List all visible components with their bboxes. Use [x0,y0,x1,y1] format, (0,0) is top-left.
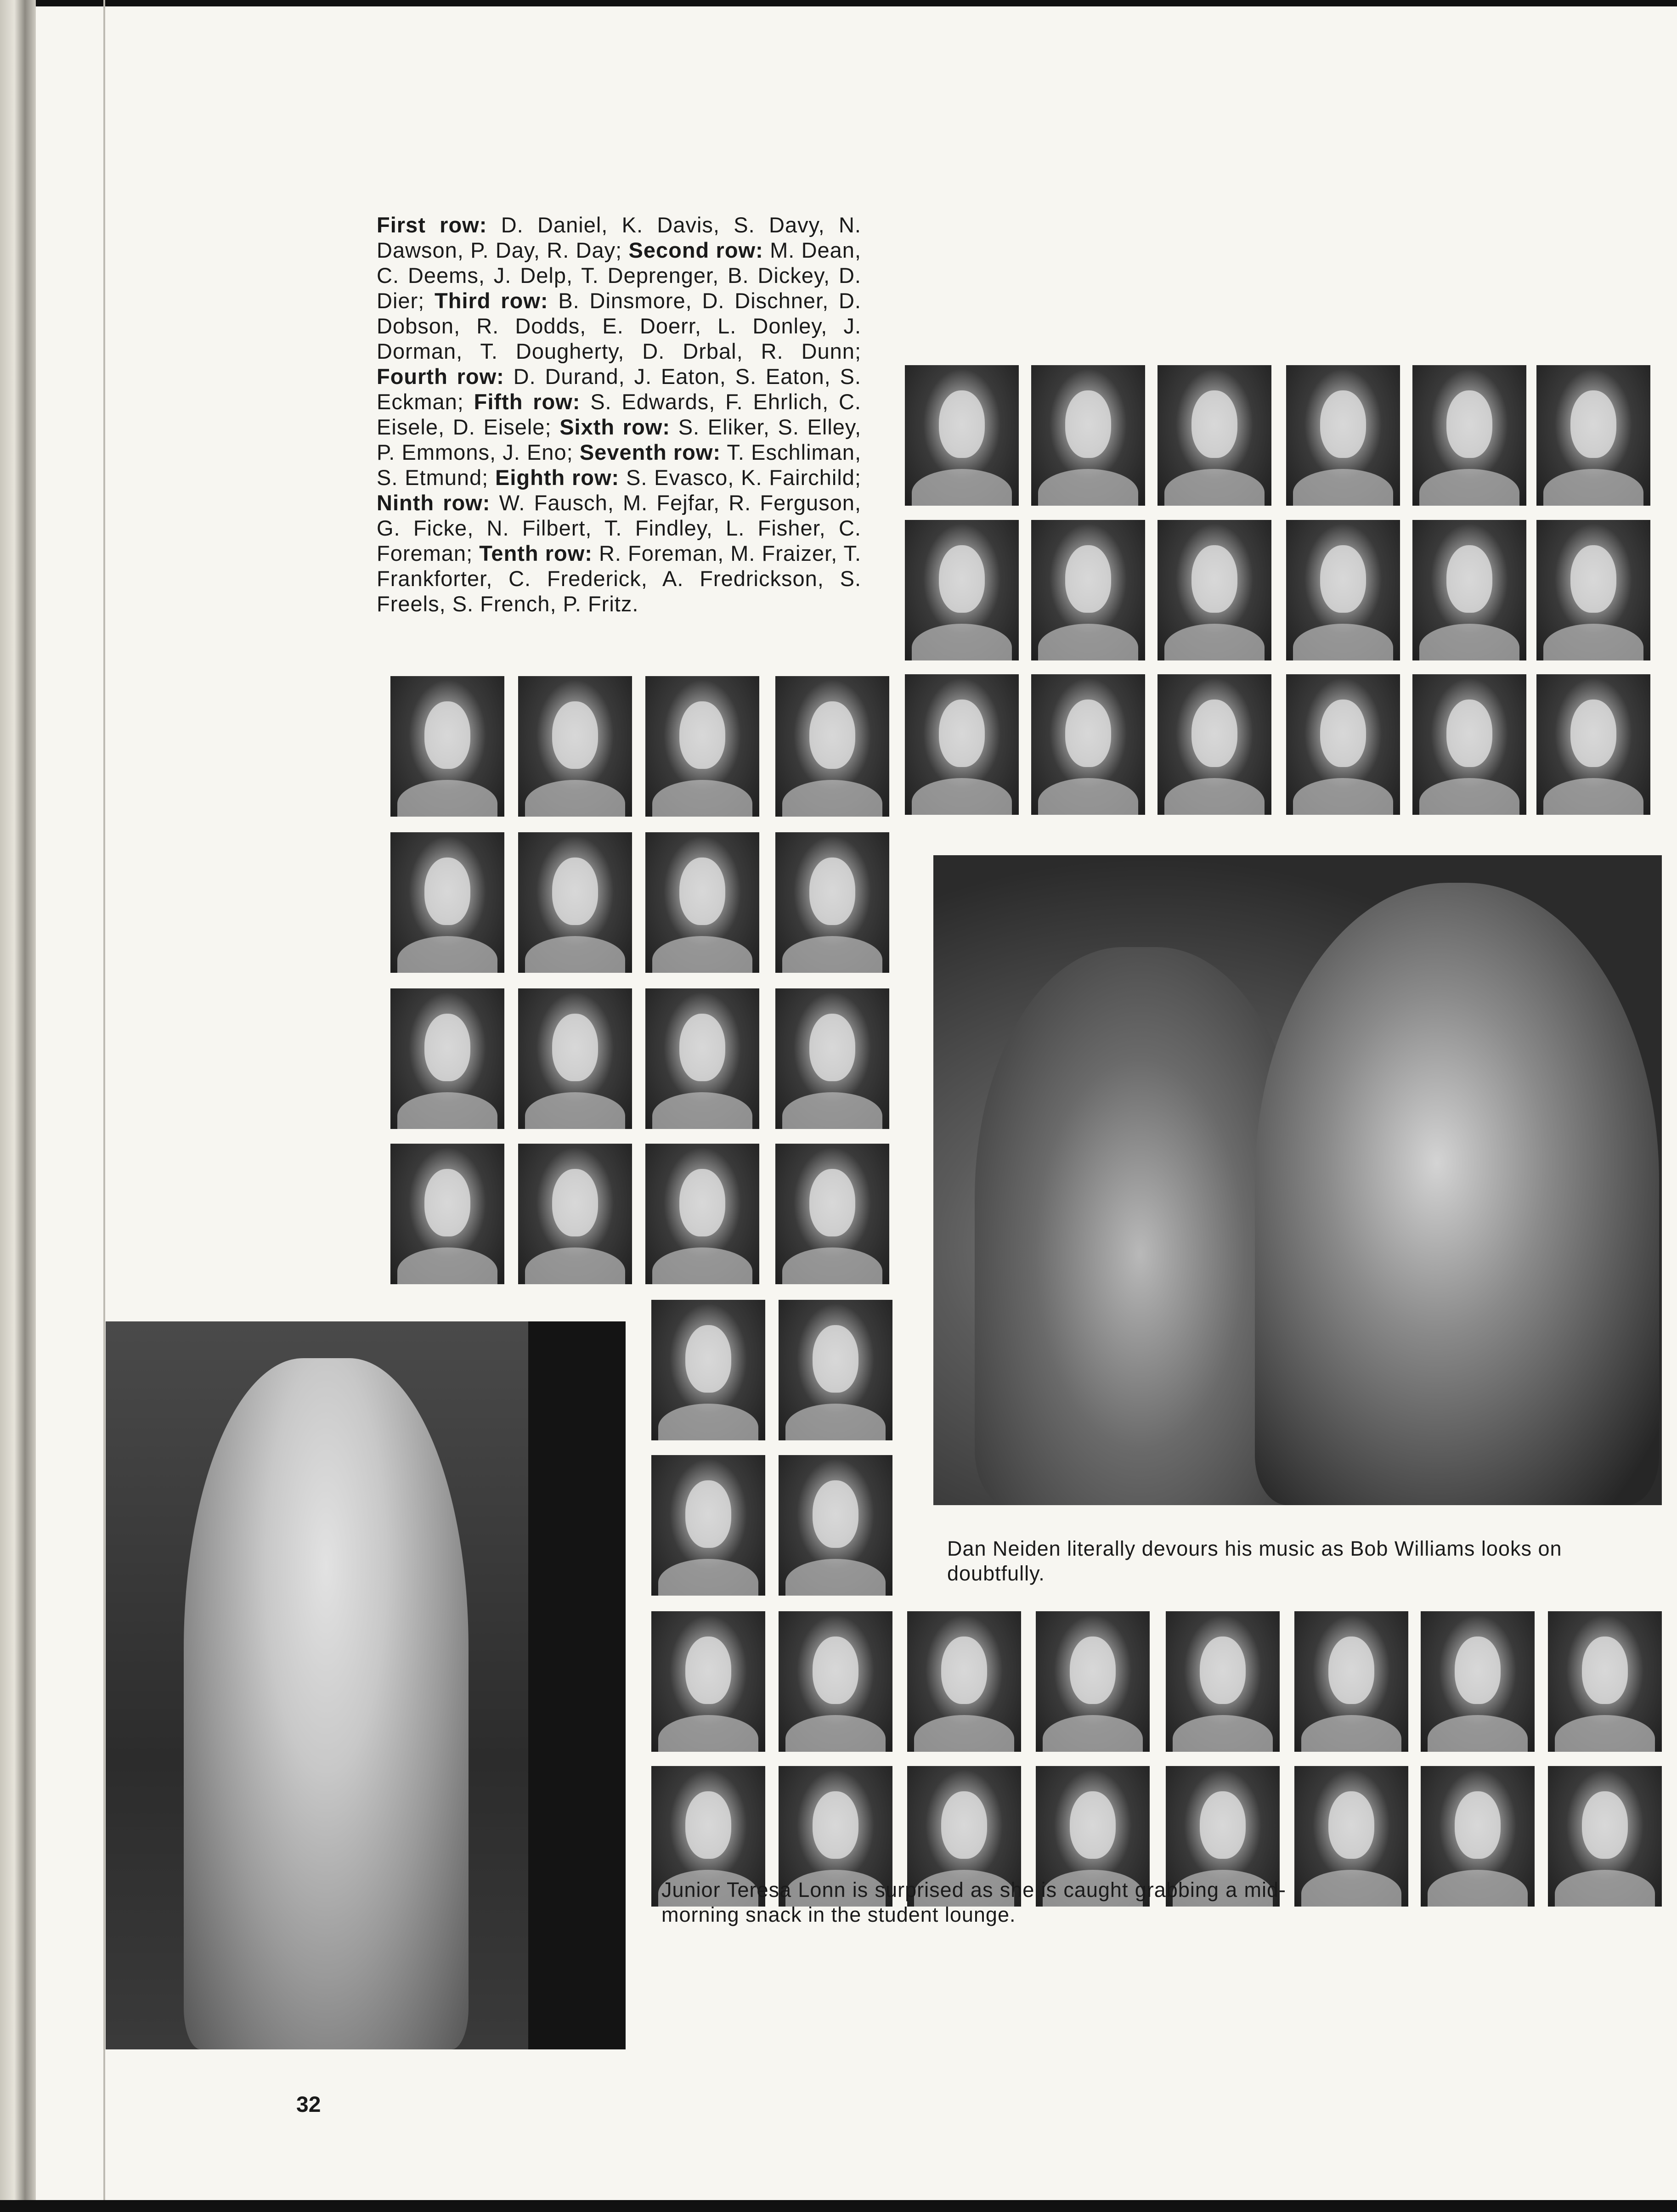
portrait-shoulders [1428,1870,1528,1907]
portrait-shoulders [785,1715,886,1752]
portrait-shoulders [1555,1715,1655,1752]
student-portrait [1031,365,1145,506]
portrait-face [1446,545,1492,613]
student-portrait [1412,365,1526,506]
student-portrait [390,676,504,817]
portrait-shoulders [1555,1870,1655,1907]
student-portrait [779,1300,892,1440]
student-portrait [651,1611,765,1752]
portrait-shoulders [1301,1715,1401,1752]
portrait-face [1446,700,1492,767]
student-portrait [907,1611,1021,1752]
portrait-face [1328,1791,1374,1859]
portrait-shoulders [1038,469,1138,506]
student-portrait [645,832,759,973]
portrait-face [1446,390,1492,458]
student-portrait [1286,520,1400,660]
student-portrait [651,1300,765,1440]
row-names: W. Fausch, M. Fejfar, R. Ferguson, G. Ficke, N. Filbert, T. Findley, L. Fisher, C. Foreman; [377,491,861,565]
page-edge-line [103,0,105,2212]
portrait-face [1200,1791,1245,1859]
student-portrait [518,676,632,817]
row-label: Fourth row: [377,364,504,389]
portrait-face [813,1636,858,1704]
student-portrait [645,676,759,817]
portrait-face [809,858,855,925]
portrait-shoulders [1038,778,1138,815]
portrait-shoulders [1543,624,1643,660]
caption-music: Dan Neiden literally devours his music as Bob Williams looks on doubtfully. [947,1537,1562,1585]
student-portrait [775,832,889,973]
portrait-face [813,1325,858,1393]
portrait-face [679,858,725,925]
row-names: S. Eliker, S. Elley, P. Emmons, J. Eno; [377,415,861,464]
student-portrait [645,988,759,1129]
portrait-shoulders [525,780,625,817]
portrait-shoulders [525,936,625,973]
portrait-face [552,701,598,769]
portrait-shoulders [652,1247,752,1284]
portrait-shoulders [1164,624,1265,660]
portrait-shoulders [1293,624,1393,660]
portrait-face [424,1169,470,1236]
portrait-shoulders [658,1404,758,1440]
portrait-face [1070,1636,1115,1704]
portrait-shoulders [914,1715,1014,1752]
portrait-shoulders [1173,1715,1273,1752]
portrait-shoulders [397,936,497,973]
row-names: B. Dinsmore, D. Dischner, D. Dobson, R. Dodds, E. Doerr, L. Donley, J. Dorman, T. Dougherty, D. Drbal, R. Dunn; [377,288,861,363]
portrait-face [1191,390,1237,458]
portrait-shoulders [1419,624,1519,660]
student-portrait [905,365,1019,506]
row-label: Third row: [435,288,548,313]
portrait-face [685,1791,731,1859]
portrait-face [941,1636,987,1704]
caption-lounge: Junior Teresa Lonn is surprised as she is caught grabbing a mid-morning snack in the student lounge. [661,1878,1286,1926]
student-portrait [905,674,1019,815]
student-portrait [1294,1611,1408,1752]
row-names: S. Evasco, K. Fairchild; [619,465,861,490]
portrait-shoulders [397,1092,497,1129]
portrait-face [1191,700,1237,767]
portrait-face [685,1480,731,1548]
portrait-shoulders [912,469,1012,506]
portrait-shoulders [397,1247,497,1284]
row-label: Seventh row: [579,440,721,464]
portrait-face [1070,1791,1115,1859]
portrait-shoulders [652,780,752,817]
student-portrait [651,1455,765,1596]
row-label: Second row: [628,238,763,262]
portrait-face [1582,1636,1627,1704]
portrait-face [939,390,984,458]
student-portrait [1286,365,1400,506]
portrait-shoulders [1543,778,1643,815]
portrait-face [685,1325,731,1393]
portrait-face [939,545,984,613]
portrait-face [941,1791,987,1859]
student-portrait [1036,1611,1150,1752]
student-portrait [1158,365,1271,506]
portrait-shoulders [1293,778,1393,815]
student-portrait [1536,674,1650,815]
portrait-face [552,1014,598,1081]
portrait-shoulders [1164,469,1265,506]
portrait-face [679,1014,725,1081]
row-label: Tenth row: [479,541,593,565]
portrait-shoulders [785,1559,886,1596]
portrait-face [1570,545,1616,613]
portrait-face [552,858,598,925]
portrait-shoulders [525,1247,625,1284]
portrait-face [1582,1791,1627,1859]
student-portrait [775,676,889,817]
portrait-face [685,1636,731,1704]
portrait-shoulders [782,936,882,973]
portrait-shoulders [782,780,882,817]
row-names: T. Eschliman, S. Etmund; [377,440,862,490]
row-names: S. Edwards, F. Ehrlich, C. Eisele, D. Eisele; [377,389,861,439]
portrait-face [424,1014,470,1081]
student-portrait [1286,674,1400,815]
student-portrait [1031,674,1145,815]
portrait-shoulders [1164,778,1265,815]
portrait-shoulders [785,1404,886,1440]
student-portrait [390,1144,504,1284]
door-frame [528,1321,626,2049]
portrait-shoulders [912,778,1012,815]
student-portrait [1548,1611,1662,1752]
portrait-face [424,858,470,925]
student-portrait [779,1611,892,1752]
portrait-face [1191,545,1237,613]
portrait-shoulders [652,1092,752,1129]
photo-lounge-candid [106,1321,626,2049]
row-names: D. Daniel, K. Davis, S. Davy, N. Dawson, P. Day, R. Day; [377,213,861,262]
student-portrait [1536,520,1650,660]
portrait-face [1570,700,1616,767]
portrait-face [1200,1636,1245,1704]
row-names: M. Dean, C. Deems, J. Delp, T. Deprenger, B. Dickey, D. Dier; [377,238,861,313]
portrait-shoulders [1043,1715,1143,1752]
portrait-face [809,1014,855,1081]
bottom-border [0,2200,1677,2212]
row-names: D. Durand, J. Eaton, S. Eaton, S. Eckman; [377,364,861,414]
person-girl-silhouette [184,1358,469,2049]
photo-music-candid [933,855,1662,1505]
portrait-shoulders [1543,469,1643,506]
portrait-face [552,1169,598,1236]
portrait-shoulders [782,1247,882,1284]
student-portrait [1421,1611,1535,1752]
portrait-shoulders [525,1092,625,1129]
portrait-face [1065,545,1111,613]
portrait-shoulders [652,936,752,973]
portrait-shoulders [397,780,497,817]
row-label: Fifth row: [474,389,581,414]
student-portrait [1166,1611,1280,1752]
student-portrait [518,832,632,973]
student-portrait [1412,520,1526,660]
row-label: Ninth row: [377,491,491,515]
student-portrait [645,1144,759,1284]
row-label: Sixth row: [559,415,671,439]
student-portrait [1294,1766,1408,1907]
student-portrait [1158,674,1271,815]
portrait-face [679,701,725,769]
portrait-shoulders [658,1559,758,1596]
top-border [0,0,1677,6]
portrait-face [809,701,855,769]
portrait-shoulders [1293,469,1393,506]
portrait-face [1065,700,1111,767]
portrait-face [679,1169,725,1236]
portrait-face [939,700,984,767]
portrait-face [1455,1791,1500,1859]
portrait-face [809,1169,855,1236]
student-portrait [518,988,632,1129]
portrait-shoulders [658,1715,758,1752]
student-portrait [779,1455,892,1596]
student-portrait [1031,520,1145,660]
portrait-shoulders [1301,1870,1401,1907]
person-right-silhouette [1255,883,1659,1505]
portrait-face [1455,1636,1500,1704]
portrait-shoulders [1419,469,1519,506]
student-portrait [518,1144,632,1284]
student-portrait [1548,1766,1662,1907]
portrait-face [1065,390,1111,458]
student-portrait [905,520,1019,660]
student-portrait [1158,520,1271,660]
portrait-shoulders [782,1092,882,1129]
student-portrait [1421,1766,1535,1907]
student-portrait [390,832,504,973]
row-label: Eighth row: [495,465,620,490]
portrait-face [1320,700,1366,767]
portrait-shoulders [1428,1715,1528,1752]
portrait-face [424,701,470,769]
portrait-shoulders [1038,624,1138,660]
student-portrait [390,988,504,1129]
student-portrait [775,988,889,1129]
portrait-shoulders [912,624,1012,660]
portrait-face [813,1480,858,1548]
portrait-face [1328,1636,1374,1704]
names-paragraph [377,212,861,616]
portrait-face [1320,545,1366,613]
page-number: 32 [296,2093,321,2117]
student-portrait [1412,674,1526,815]
student-portrait [775,1144,889,1284]
row-label: First row: [377,213,487,237]
portrait-face [1320,390,1366,458]
portrait-shoulders [1419,778,1519,815]
student-portrait [1536,365,1650,506]
portrait-face [1570,390,1616,458]
row-names: R. Foreman, M. Fraizer, T. Frankforter, C. Frederick, A. Fredrickson, S. Freels, S. French, P. Fritz. [377,541,861,616]
portrait-face [813,1791,858,1859]
book-spine [0,0,36,2212]
